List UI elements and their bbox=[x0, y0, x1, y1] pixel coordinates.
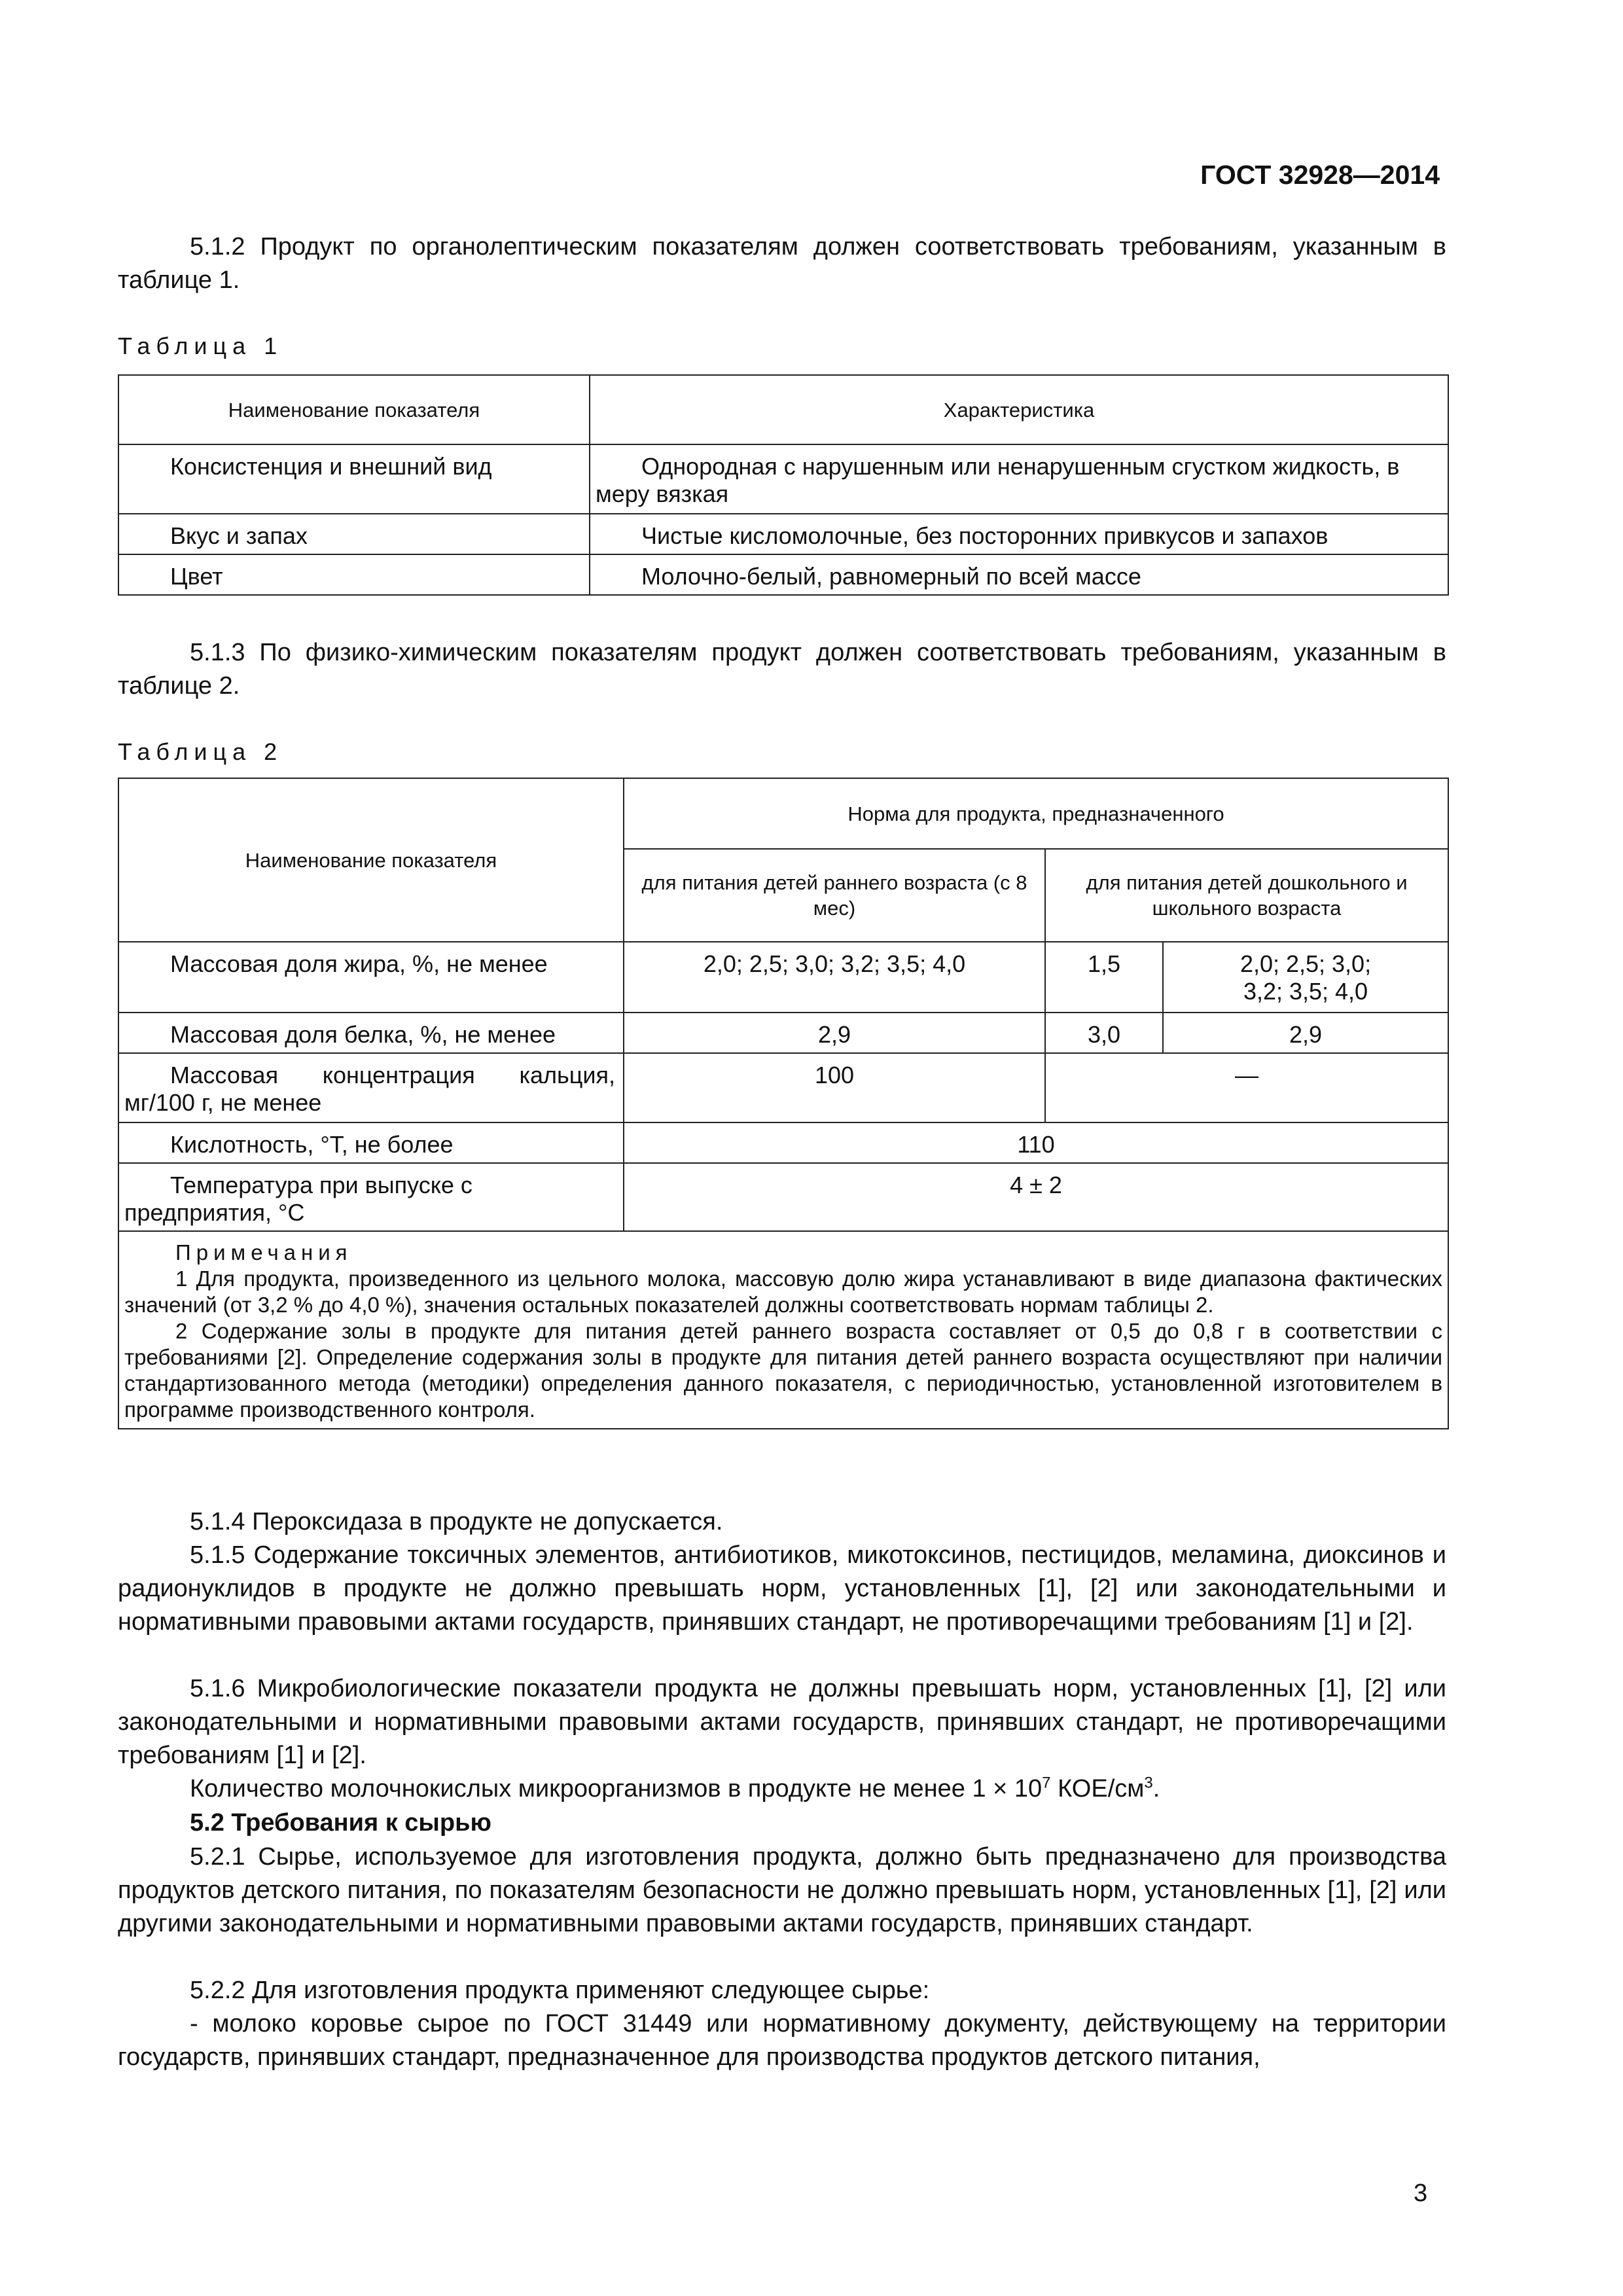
table2-notes bbox=[118, 1231, 1448, 1429]
table2-header-name: Наименование показателя bbox=[118, 778, 624, 942]
paragraph-5-2-1: 5.2.1 Сырье, используемое для изготовления продукта, должно быть предназначено для производства продуктов детского питания, по показателям безопасности не должно превышать норм, установленных [1], [2] или другими законодательными и нормативными правовыми актами государств, принявших стандарт. bbox=[118, 1843, 1446, 1937]
paragraph-5-1-3: 5.1.3 По физико-химическим показателям продукт должен соответствовать требованиям, указанным в таблице 2. bbox=[118, 639, 1446, 700]
page-number: 3 bbox=[1414, 2179, 1428, 2207]
paragraph-5-2-2: 5.2.2 Для изготовления продукта применяют следующее сырье: bbox=[190, 1977, 930, 2004]
table1-cell-name: Вкус и запах bbox=[118, 514, 590, 554]
table2-header-early: для питания детей раннего возраста (с 8 мес) bbox=[624, 849, 1045, 942]
count-text: Количество молочнокислых микроорганизмов в продукте не менее 1 × 10 bbox=[190, 1775, 1043, 1803]
table-row bbox=[118, 1163, 1448, 1231]
table1-header-char: Характеристика bbox=[590, 375, 1448, 444]
table2-cell-early: 2,0; 2,5; 3,0; 3,2; 3,5; 4,0 bbox=[624, 942, 1045, 1013]
table2-header-norm: Норма для продукта, предназначенного bbox=[624, 778, 1448, 849]
count-unit-exponent: 3 bbox=[1144, 1774, 1153, 1792]
paragraph-5-1-2: 5.1.2 Продукт по органолептическим показателям должен соответствовать требованиям, указанным в таблице 1. bbox=[118, 233, 1446, 294]
table2-cell-name: Массовая концентрация кальция, мг/100 г, не менее bbox=[124, 1062, 615, 1116]
table1 bbox=[118, 374, 1449, 596]
table2-cell-name: Массовая доля белка, %, не менее bbox=[118, 1013, 624, 1053]
table2-cell-all: 110 bbox=[624, 1122, 1448, 1163]
table2-cell-name: Массовая доля жира, %, не менее bbox=[118, 942, 624, 1013]
table1-cell-name: Консистенция и внешний вид bbox=[118, 444, 590, 514]
table2-cell-name-wrap bbox=[118, 1163, 624, 1231]
table1-caption: Таблица 1 bbox=[118, 332, 283, 359]
table-row bbox=[118, 514, 1448, 554]
note-2: 2 Содержание золы в продукте для питания детей раннего возраста составляет от 0,5 до 0,8 г в соответствии с требованиями [2]. Определение содержания золы в продукте для питания детей раннего возраста осуществляют при наличии стандартизованного метода (методики) определения данного показателя, с периодичностью, установленной изготовителем в программе производственного контроля. bbox=[124, 1319, 1443, 1422]
paragraph-lactic-count bbox=[118, 1772, 1446, 1806]
table2-header-school: для питания детей дошкольного и школьного возраста bbox=[1045, 849, 1448, 942]
table1-cell-char: Чистые кисломолочные, без посторонних привкусов и запахов bbox=[641, 522, 1329, 549]
table1-cell-char-wrap bbox=[590, 444, 1448, 514]
table2-header-row bbox=[118, 778, 1448, 849]
paragraph-milk: - молоко коровье сырое по ГОСТ 31449 или нормативному документу, действующему на территории государств, принявших стандарт, предназначенное для производства продуктов детского питания, bbox=[118, 2010, 1446, 2071]
table2-notes-row bbox=[118, 1231, 1448, 1429]
count-end: . bbox=[1152, 1775, 1160, 1803]
count-exponent: 7 bbox=[1042, 1774, 1051, 1792]
table2-cell-all: 4 ± 2 bbox=[624, 1163, 1448, 1231]
paragraph-5-1-6: 5.1.6 Микробиологические показатели продукта не должны превышать норм, установленных [1], [2] или законодательными и нормативными правовыми актами государств, принявших стандарт, не противоречащими требованиям [1] и [2]. bbox=[118, 1675, 1446, 1769]
table1-cell-char: Молочно-белый, равномерный по всей массе bbox=[641, 563, 1141, 590]
count-unit: КОЕ/см bbox=[1050, 1775, 1145, 1803]
table1-cell-char-wrap bbox=[590, 554, 1448, 595]
table-row bbox=[118, 1013, 1448, 1053]
table-row bbox=[118, 444, 1448, 514]
table2-cell-s2: 2,0; 2,5; 3,0; 3,2; 3,5; 4,0 bbox=[1163, 942, 1448, 1013]
table-row bbox=[118, 942, 1448, 1013]
table2-cell-name: Кислотность, °Т, не более bbox=[118, 1122, 624, 1163]
table-row bbox=[118, 1053, 1448, 1122]
table2-cell-school: — bbox=[1045, 1053, 1448, 1122]
table1-header-row bbox=[118, 375, 1448, 444]
table-row bbox=[118, 554, 1448, 595]
table-row bbox=[118, 1122, 1448, 1163]
table2-cell-name-wrap bbox=[118, 1053, 624, 1122]
table1-cell-char-wrap bbox=[590, 514, 1448, 554]
paragraph-5-1-4: 5.1.4 Пероксидаза в продукте не допускается. bbox=[190, 1508, 723, 1535]
table2-cell-name: Температура при выпуске с предприятия, °С bbox=[124, 1172, 473, 1226]
table2-cell-early: 100 bbox=[624, 1053, 1045, 1122]
table2-cell-s2: 2,9 bbox=[1163, 1013, 1448, 1053]
note-1: 1 Для продукта, произведенного из цельного молока, массовую долю жира устанавливают в виде диапазона фактических значений (от 3,2 % до 4,0 %), значения остальных показателей должны соответствовать нормам таблицы 2. bbox=[124, 1266, 1443, 1317]
table2-caption: Таблица 2 bbox=[118, 738, 283, 765]
table2 bbox=[118, 778, 1449, 1429]
document-code: ГОСТ 32928—2014 bbox=[1200, 160, 1440, 190]
section-heading-5-2: 5.2 Требования к сырью bbox=[190, 1809, 491, 1837]
table1-cell-name: Цвет bbox=[118, 554, 590, 595]
paragraph-5-1-5: 5.1.5 Содержание токсичных элементов, антибиотиков, микотоксинов, пестицидов, меламина, диоксинов и радионуклидов в продукте не должно превышать норм, установленных [1], [2] или законодательными и нормативными правовыми актами государств, принявших стандарт, не противоречащими требованиям [1] и [2]. bbox=[118, 1541, 1446, 1636]
table2-cell-s1: 3,0 bbox=[1045, 1013, 1163, 1053]
table1-header-name: Наименование показателя bbox=[118, 375, 590, 444]
table1-cell-char: Однородная с нарушенным или ненарушенным сгустком жидкость, в меру вязкая bbox=[596, 453, 1400, 507]
table2-cell-s1: 1,5 bbox=[1045, 942, 1163, 1013]
notes-title: Примечания bbox=[175, 1240, 353, 1265]
table2-cell-early: 2,9 bbox=[624, 1013, 1045, 1053]
